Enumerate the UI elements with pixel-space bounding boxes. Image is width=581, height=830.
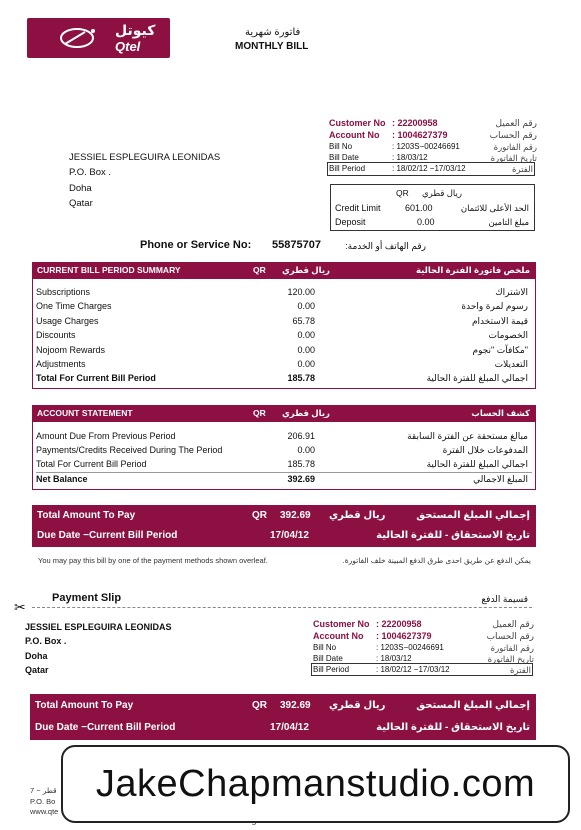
account-no-ar: رقم الحساب <box>489 130 537 140</box>
statement-title: ACCOUNT STATEMENT <box>37 408 133 418</box>
pay-bar <box>32 505 536 547</box>
statement-divider <box>36 472 532 473</box>
customer-name: JESSIEL ESPLEGUIRA LEONIDAS <box>69 152 221 163</box>
customer-no-ar: رقم العميل <box>495 118 537 128</box>
slip-customer-no-label: Customer No <box>313 619 370 629</box>
footer-line: www.qte <box>30 807 59 816</box>
total-currency-ar: ريال قطري <box>329 510 386 521</box>
slip-bill-date-value: : 18/03/12 <box>376 654 412 663</box>
slip-address-line: Doha <box>25 651 48 661</box>
deposit-value: 0.00 <box>417 217 435 227</box>
phone-value: 55875707 <box>272 239 321 251</box>
row-value: 185.78 <box>287 459 315 469</box>
bill-period-label: Bill Period <box>329 164 366 173</box>
row-label: Total For Current Bill Period <box>36 459 147 469</box>
slip-bill-no-value: : 1203S−00246691 <box>376 643 444 652</box>
summary-title: CURRENT BILL PERIOD SUMMARY <box>37 265 181 275</box>
total-value: 392.69 <box>287 474 315 484</box>
slip-bill-no-label: Bill No <box>313 643 337 652</box>
slip-bill-date-label: Bill Date <box>313 654 343 663</box>
table-row <box>36 287 536 301</box>
row-label: Adjustments <box>36 359 86 369</box>
bill-title: MONTHLY BILL <box>235 41 309 52</box>
statement-currency-ar: ريال قطري <box>282 408 330 418</box>
slip-title-ar: قسيمة الدفع <box>481 594 528 604</box>
due-date-ar: تاريخ الاستحقاق - للفترة الحالية <box>376 530 530 541</box>
row-value: 0.00 <box>297 344 315 355</box>
due-date-label: Due Date −Current Bill Period <box>37 530 178 541</box>
slip-total-amount: 392.69 <box>280 700 311 711</box>
total-label: Total For Current Bill Period <box>36 373 156 384</box>
row-value: 0.00 <box>297 359 315 369</box>
row-label-ar: مبالغ مستحقة عن الفترة السابقة <box>407 431 528 441</box>
summary-header <box>32 262 536 279</box>
slip-total-ar: إجمالي المبلغ المستحق <box>416 700 530 711</box>
row-label: Payments/Credits Received During The Period <box>36 445 223 455</box>
slip-bill-period-ar: الفترة <box>510 665 531 675</box>
logo-text: Qtel <box>115 39 141 54</box>
credit-limit-ar: الحد الأعلى للائتمان <box>460 203 529 213</box>
row-value: 0.00 <box>297 301 315 312</box>
statement-header <box>32 405 536 422</box>
credit-currency-ar: ريال قطري <box>422 188 462 198</box>
total-row <box>36 373 536 387</box>
row-label-ar: قيمة الاستخدام <box>471 315 528 326</box>
deposit-ar: مبلغ التامين <box>488 217 529 227</box>
summary-title-ar: ملخص فاتورة الفترة الحالية <box>416 265 530 275</box>
credit-limit-label: Credit Limit <box>335 203 381 213</box>
row-label: Amount Due From Previous Period <box>36 431 176 441</box>
summary-currency: QR <box>253 265 266 275</box>
row-label: One Time Charges <box>36 301 112 312</box>
total-row <box>36 474 536 488</box>
slip-due-ar: تاريخ الاستحقاق - للفترة الحالية <box>376 722 530 733</box>
total-amount: 392.69 <box>280 510 311 521</box>
total-value: 185.78 <box>287 373 315 384</box>
slip-customer-no-value: : 22200958 <box>376 619 422 629</box>
bill-no-label: Bill No <box>329 142 353 151</box>
slip-bill-period-value: : 18/02/12 −17/03/12 <box>376 665 450 674</box>
slip-account-no-value: : 1004627379 <box>376 631 432 641</box>
slip-customer-no-ar: رقم العميل <box>492 619 534 629</box>
row-value: 0.00 <box>297 330 315 341</box>
row-value: 0.00 <box>297 445 315 455</box>
table-row <box>36 359 536 373</box>
table-row <box>36 301 536 315</box>
slip-account-no-ar: رقم الحساب <box>486 631 534 641</box>
total-label-ar: المبلغ الاجمالي <box>473 474 528 484</box>
row-label: Subscriptions <box>36 287 91 297</box>
bill-period-value: : 18/02/12 −17/03/12 <box>392 164 466 173</box>
row-value: 120.00 <box>287 287 315 297</box>
customer-no-value: : 22200958 <box>392 118 438 128</box>
total-amount-label: Total Amount To Pay <box>37 510 136 521</box>
slip-account-no-label: Account No <box>313 631 364 641</box>
customer-no-label: Customer No <box>329 118 386 128</box>
payment-note: You may pay this bill by one of the payment methods shown overleaf. <box>38 556 268 565</box>
slip-address-line: Qatar <box>25 665 49 675</box>
bill-date-label: Bill Date <box>329 153 359 162</box>
table-row <box>36 459 536 473</box>
slip-bill-period-label: Bill Period <box>313 665 350 674</box>
cut-line <box>32 607 532 608</box>
payment-note-ar: يمكن الدفع عن طريق احدى طرق الدفع المبينة خلف الفاتورة. <box>342 556 531 565</box>
slip-pay-bar <box>30 694 536 740</box>
due-date: 17/04/12 <box>270 530 309 541</box>
row-label-ar: اجمالي المبلغ للفترة الحالية <box>426 459 528 469</box>
row-label: Usage Charges <box>36 315 99 326</box>
credit-currency: QR <box>396 188 409 198</box>
bill-no-ar: رقم الفاتورة <box>493 142 537 152</box>
slip-bill-date-ar: تاريخ الفاتورة <box>487 654 534 664</box>
row-label-ar: التعديلات <box>494 359 528 369</box>
credit-limit-value: 601.00 <box>405 203 433 213</box>
watermark-banner: JakeChapmanstudio.com <box>61 745 570 823</box>
row-label-ar: الخصومات <box>488 330 528 341</box>
statement-currency: QR <box>253 408 266 418</box>
row-value: 206.91 <box>287 431 315 441</box>
total-amount-ar: إجمالي المبلغ المستحق <box>416 510 530 521</box>
footer-line: P.O. Bo <box>30 797 56 806</box>
qtel-logo <box>27 18 170 58</box>
bill-title-ar: فاتورة شهرية <box>245 27 301 38</box>
row-label-ar: رسوم لمرة واحدة <box>461 301 528 312</box>
slip-total-currency: QR <box>252 700 267 711</box>
statement-title-ar: كشف الحساب <box>471 408 530 418</box>
total-currency: QR <box>252 510 267 521</box>
phone-label-ar: رقم الهاتف أو الخدمة: <box>345 241 426 251</box>
slip-address-line: P.O. Box . <box>25 636 67 646</box>
table-row <box>36 316 536 330</box>
address-line: P.O. Box . <box>69 167 112 178</box>
footer-line: 7 − قطر <box>30 786 57 795</box>
bill-period-ar: الفترة <box>512 164 533 174</box>
row-label-ar: المدفوعات خلال الفترة <box>442 445 528 455</box>
bill-no-value: : 1203S−00246691 <box>392 142 460 151</box>
row-label: Nojoom Rewards <box>36 344 106 355</box>
slip-title: Payment Slip <box>52 592 122 604</box>
phone-label: Phone or Service No: <box>140 239 252 251</box>
bill-date-value: : 18/03/12 <box>392 153 428 162</box>
account-no-value: : 1004627379 <box>392 130 448 140</box>
slip-total-currency-ar: ريال قطري <box>329 700 386 711</box>
table-row <box>36 431 536 445</box>
table-row <box>36 345 536 359</box>
table-row <box>36 330 536 344</box>
slip-total-label: Total Amount To Pay <box>35 700 134 711</box>
logo-arabic: كيوتل <box>115 22 156 38</box>
row-label-ar: مكافآت "نجوم" <box>472 344 528 355</box>
scissors-icon: ✂ <box>14 599 26 615</box>
table-row <box>36 445 536 459</box>
row-label: Discounts <box>36 330 76 341</box>
total-label: Net Balance <box>36 474 88 484</box>
slip-due-label: Due Date −Current Bill Period <box>35 722 176 733</box>
row-label-ar: الاشتراك <box>495 287 528 297</box>
slip-customer-name: JESSIEL ESPLEGUIRA LEONIDAS <box>25 622 172 632</box>
total-label-ar: اجمالي المبلغ للفترة الحالية <box>426 373 528 384</box>
deposit-label: Deposit <box>335 217 366 227</box>
summary-currency-ar: ريال قطري <box>282 265 330 275</box>
bill-date-ar: تاريخ الفاتورة <box>490 153 537 163</box>
row-value: 65.78 <box>292 315 315 326</box>
account-no-label: Account No <box>329 130 380 140</box>
slip-due-date: 17/04/12 <box>270 722 309 733</box>
address-line: Doha <box>69 183 92 194</box>
slip-bill-no-ar: رقم الفاتورة <box>490 643 534 653</box>
address-line: Qatar <box>69 198 93 209</box>
